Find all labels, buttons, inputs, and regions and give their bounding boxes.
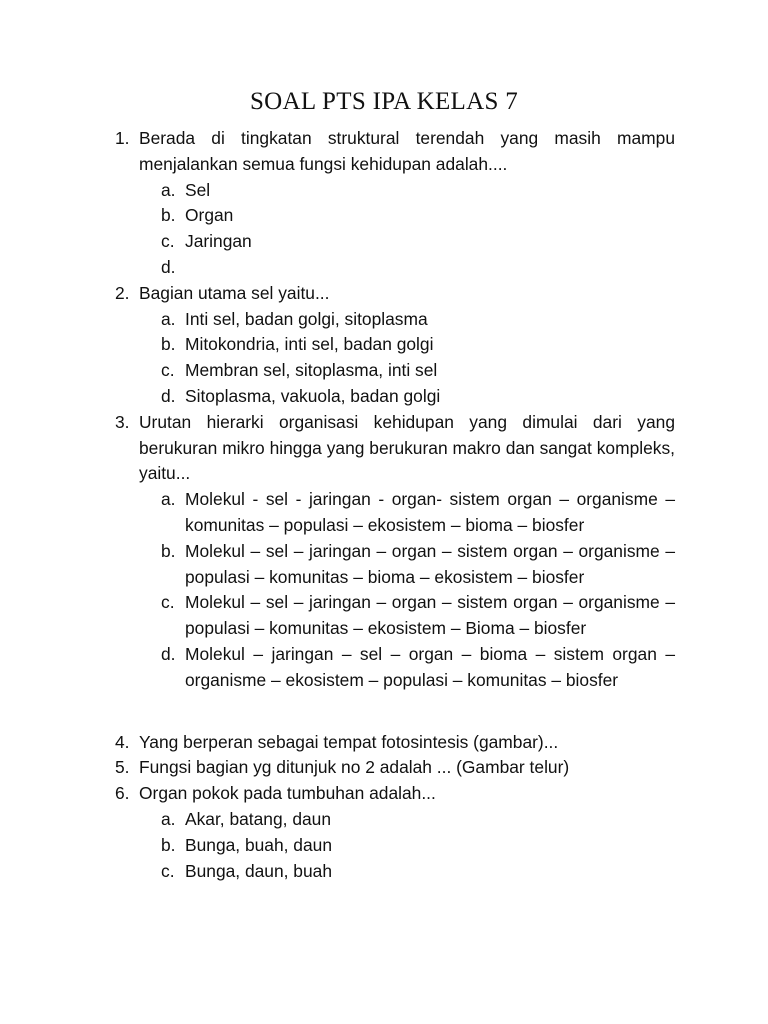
option-text: Bunga, daun, buah: [185, 860, 332, 881]
option-b: [161, 332, 675, 358]
option-letter: a.: [161, 179, 176, 200]
option-letter: b.: [161, 540, 176, 561]
question-body: [139, 755, 675, 781]
question-text: Urutan hierarki organisasi kehidupan yang dimulai dari yang berukuran mikro hingga yang berukuran makro dan sangat kompleks, yaitu...: [139, 411, 675, 484]
option-text: Bunga, buah, daun: [185, 834, 332, 855]
option-letter: c.: [161, 231, 175, 252]
option-d: [161, 384, 675, 410]
blank-line: [115, 694, 675, 730]
option-text: Molekul – jaringan – sel – organ – bioma – sistem organ – organisme – ekosistem – populasi – komunitas – biosfer: [185, 643, 675, 690]
question-text: Bagian utama sel yaitu...: [139, 282, 330, 303]
document-title: SOAL PTS IPA KELAS 7: [249, 88, 519, 115]
question-number: 3.: [115, 411, 130, 432]
option-d: [161, 642, 675, 694]
question-number: 2.: [115, 282, 130, 303]
question-body: [139, 281, 675, 410]
question-number: 4.: [115, 731, 130, 752]
question-body: [139, 126, 675, 281]
option-text: Mitokondria, inti sel, badan golgi: [185, 334, 434, 355]
question-text: Organ pokok pada tumbuhan adalah...: [139, 783, 436, 804]
option-text: Molekul - sel - jaringan - organ- sistem organ – organisme – komunitas – populasi – ekosistem – bioma – biosfer: [185, 489, 675, 535]
question-text: Fungsi bagian yg ditunjuk no 2 adalah ... (Gambar telur): [139, 757, 570, 778]
option-letter: d.: [161, 256, 176, 277]
option-letter: b.: [161, 334, 176, 355]
option-c: [161, 590, 675, 642]
option-letter: b.: [161, 205, 176, 226]
option-text: Sitoplasma, vakuola, badan golgi: [185, 385, 441, 406]
option-letter: a.: [161, 308, 176, 329]
option-letter: c.: [161, 592, 175, 613]
option-c: [161, 229, 675, 255]
option-text: Akar, batang, daun: [185, 808, 332, 829]
question-4: [115, 730, 675, 756]
option-text: Organ: [185, 205, 234, 226]
option-letter: d.: [161, 643, 176, 664]
option-a: [161, 307, 675, 333]
option-a: [161, 487, 675, 539]
option-text: Membran sel, sitoplasma, inti sel: [185, 360, 438, 381]
question-body: [139, 730, 675, 756]
option-a: [161, 807, 675, 833]
question-1: [115, 126, 675, 281]
option-b: [161, 539, 675, 591]
question-number: 1.: [115, 128, 130, 148]
option-text: Molekul – sel – jaringan – organ – sistem organ – organisme – populasi – komunitas – ekosistem – Bioma – biosfer: [185, 592, 675, 639]
question-body: [139, 410, 675, 694]
question-body: [139, 781, 675, 884]
question-5: [115, 755, 675, 781]
option-c: [161, 859, 675, 885]
option-text: Inti sel, badan golgi, sitoplasma: [185, 308, 428, 329]
option-text: Jaringan: [185, 231, 252, 252]
option-letter: a.: [161, 808, 176, 829]
question-number: 6.: [115, 783, 130, 804]
option-d: [161, 255, 675, 281]
option-b: [161, 203, 675, 229]
question-number: 5.: [115, 757, 130, 778]
question-6: [115, 781, 675, 884]
option-letter: d.: [161, 385, 176, 406]
option-text: Sel: [185, 179, 211, 200]
option-b: [161, 833, 675, 859]
option-letter: c.: [161, 860, 175, 881]
question-list: [115, 126, 675, 884]
option-c: [161, 358, 675, 384]
option-letter: c.: [161, 360, 175, 381]
option-letter: a.: [161, 489, 176, 510]
question-2: [115, 281, 675, 410]
option-a: [161, 178, 675, 204]
question-3: [115, 410, 675, 694]
option-text: Molekul – sel – jaringan – organ – sistem organ – organisme – populasi – komunitas – bioma – ekosistem – biosfer: [185, 540, 675, 587]
option-letter: b.: [161, 834, 176, 855]
option-text: [185, 255, 675, 281]
question-text: Yang berperan sebagai tempat fotosintesis (gambar)...: [139, 731, 559, 752]
question-text: Berada di tingkatan struktural terendah yang masih mampu menjalankan semua fungsi kehidupan adalah....: [139, 128, 675, 174]
